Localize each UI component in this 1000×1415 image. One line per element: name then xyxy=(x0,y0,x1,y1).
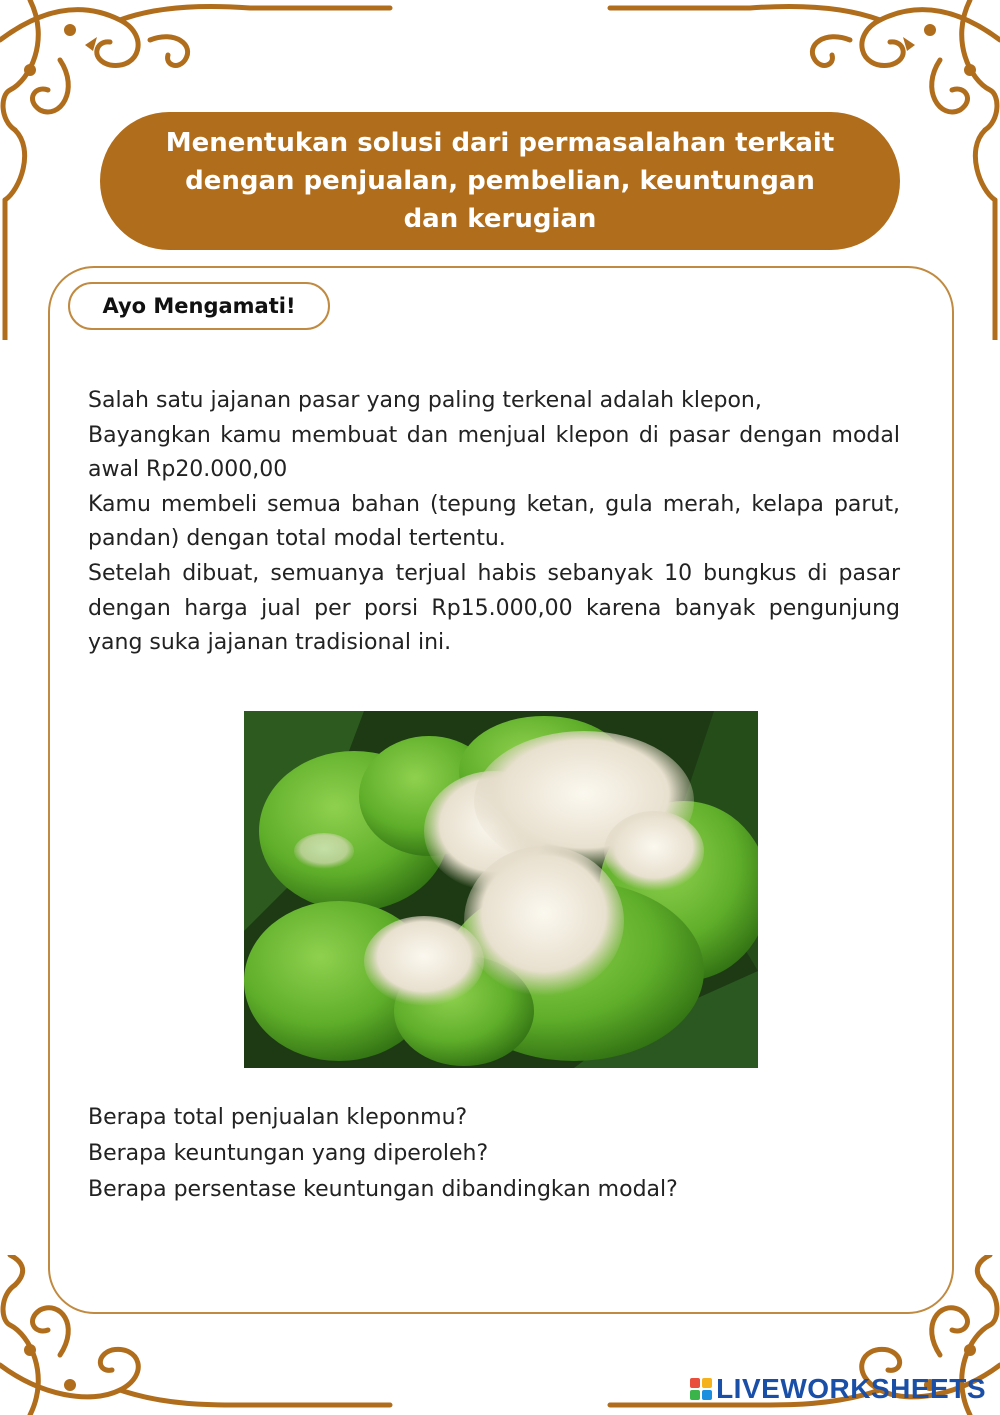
question-list xyxy=(88,1100,900,1208)
brand-name: LIVEWORKSHEETS xyxy=(716,1373,986,1404)
page-title: Menentukan solusi dari permasalahan terkait dengan penjualan, pembelian, keuntungan dan kerugian xyxy=(165,128,835,234)
question-item: Berapa persentase keuntungan dibandingkan modal? xyxy=(88,1177,678,1202)
story-paragraph: Setelah dibuat, semuanya terjual habis sebanyak 10 bungkus di pasar dengan harga jual per porsi Rp15.000,00 karena banyak pengunjung yang suka jajanan tradisional ini. xyxy=(88,560,900,656)
section-label: Ayo Mengamati! xyxy=(102,294,296,318)
story-text xyxy=(88,384,900,661)
section-label-pill xyxy=(68,282,330,330)
klepon-photo xyxy=(244,711,758,1068)
title-banner xyxy=(100,112,900,250)
liveworksheets-logo-icon xyxy=(690,1378,712,1400)
story-paragraph: Kamu membeli semua bahan (tepung ketan, gula merah, kelapa parut, pandan) dengan total modal tertentu. xyxy=(88,491,900,552)
liveworksheets-branding[interactable] xyxy=(690,1373,986,1405)
question-item: Berapa total penjualan kleponmu? xyxy=(88,1105,468,1130)
question-item: Berapa keuntungan yang diperoleh? xyxy=(88,1141,489,1166)
story-paragraph: Salah satu jajanan pasar yang paling terkenal adalah klepon, xyxy=(88,388,762,413)
story-paragraph: Bayangkan kamu membuat dan menjual klepon di pasar dengan modal awal Rp20.000,00 xyxy=(88,422,900,483)
klepon-image xyxy=(244,711,758,1068)
